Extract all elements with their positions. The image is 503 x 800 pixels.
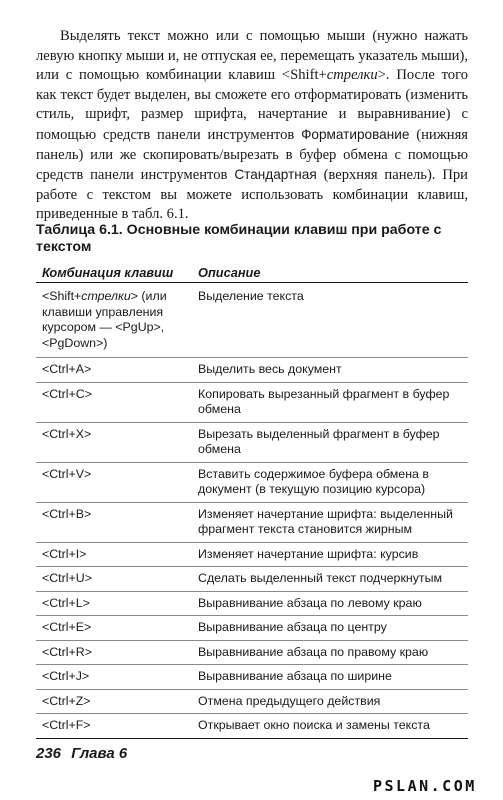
shortcut-description: Открывает окно поиска и замены текста xyxy=(198,718,430,732)
table-row xyxy=(36,665,468,690)
intro-text-3: (нижняя панель) или же скопировать/вырезать в буфер обмена с помощью средств панели инструментов xyxy=(36,126,469,184)
shortcut-key: <Ctrl+E> xyxy=(42,620,92,634)
shortcut-key: <Ctrl+V> xyxy=(42,466,92,481)
table-row xyxy=(36,463,468,503)
intro-text-2: >. После того как текст будет выделен, вы сможете его отформатировать (изменить стиль, шрифт, размер шрифта, начертание и выравнивание) с помощью средств панели инструментов xyxy=(36,67,468,143)
table-caption: Таблица 6.1. Основные комбинации клавиш при работе с текстом xyxy=(36,222,442,255)
standard-panel-name: Стандартная xyxy=(234,167,317,183)
shortcut-key: <Ctrl+B> xyxy=(42,506,92,521)
table-body xyxy=(36,358,468,739)
table-row xyxy=(36,567,468,592)
intro-italic-arrows: стрелки xyxy=(326,67,378,84)
watermark: PSLAN.COM xyxy=(373,777,477,795)
table-row xyxy=(36,690,468,715)
key-part-italic: стрелки xyxy=(81,289,131,303)
page-footer xyxy=(36,745,133,762)
table-row xyxy=(36,283,468,358)
shortcut-key: <Ctrl+C> xyxy=(42,386,92,401)
table-header xyxy=(36,262,468,283)
table-row xyxy=(36,616,468,641)
table-row xyxy=(36,641,468,666)
shortcut-key: <Ctrl+L> xyxy=(42,595,90,610)
shortcut-description: Выравнивание абзаца по ширине xyxy=(198,669,392,683)
shortcut-description: Сделать выделенный текст подчеркнутым xyxy=(198,571,443,585)
shortcut-description: Выделить весь документ xyxy=(198,362,342,376)
table-row xyxy=(36,358,468,383)
header-combination: Комбинация клавиш xyxy=(42,265,174,280)
format-panel-name: Форматирование xyxy=(301,126,410,142)
shortcut-description: Вставить содержимое буфера обмена в документ (в текущую позицию курсора) xyxy=(198,466,429,496)
table-row xyxy=(36,383,468,423)
intro-text-4: (верхняя панель). При работе с текстом вы можете использовать комбинации клавиш, приведенные в табл. 6.1. xyxy=(36,167,468,223)
shortcut-description: Выделение текста xyxy=(198,289,304,303)
shortcut-description: Копировать вырезанный фрагмент в буфер обмена xyxy=(198,386,450,416)
shortcut-key xyxy=(36,289,198,351)
shortcut-key: <Ctrl+R> xyxy=(42,644,92,659)
shortcut-description: Изменяет начертание шрифта: выделенный фрагмент текста становится жирным xyxy=(198,506,453,536)
shortcut-description: Выравнивание абзаца по левому краю xyxy=(198,595,422,610)
shortcut-description: Выравнивание абзаца по правому краю xyxy=(198,644,429,659)
shortcut-key: <Ctrl+F> xyxy=(42,718,91,732)
intro-text-1: Выделять текст можно или с помощью мыши (нужно нажать левую кнопку мыши и, не отпуская ее, перемещать указатель мыши), или с помощью комбинации клавиш <Shift+ xyxy=(36,28,468,84)
shortcut-description: Выравнивание абзаца по центру xyxy=(198,620,387,634)
table-row xyxy=(36,423,468,463)
header-description: Описание xyxy=(198,265,261,280)
key-part: > (или клавиши управления курсором — <PgUp>, <PgDown>) xyxy=(42,289,167,350)
shortcut-key: <Ctrl+I> xyxy=(42,546,87,561)
table-row xyxy=(36,714,468,739)
shortcut-table xyxy=(36,262,468,739)
table-row xyxy=(36,592,468,617)
table-row xyxy=(36,503,468,543)
shortcut-description: Изменяет начертание шрифта: курсив xyxy=(198,546,419,561)
shortcut-description: Отмена предыдущего действия xyxy=(198,693,381,708)
shortcut-key: <Ctrl+X> xyxy=(42,426,92,441)
shortcut-description: Вырезать выделенный фрагмент в буфер обмена xyxy=(198,426,440,456)
table-row xyxy=(36,543,468,568)
shortcut-key: <Ctrl+Z> xyxy=(42,693,91,708)
shortcut-key: <Ctrl+A> xyxy=(42,362,92,376)
chapter-label: Глава 6 xyxy=(71,745,128,762)
key-part: <Shift+ xyxy=(42,289,82,303)
shortcut-key: <Ctrl+U> xyxy=(42,571,92,585)
page-number: 236 xyxy=(36,745,62,762)
intro-paragraph xyxy=(36,27,468,225)
shortcut-key: <Ctrl+J> xyxy=(42,669,90,683)
